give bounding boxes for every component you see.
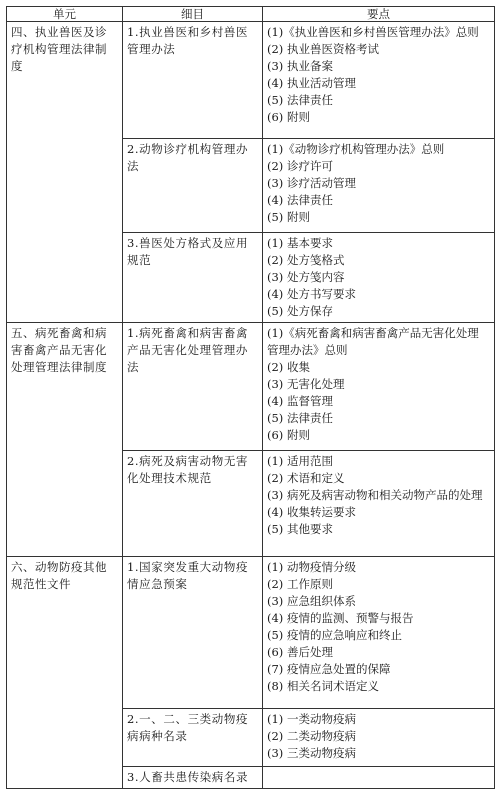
header-unit: 单元 — [7, 7, 123, 22]
point-item: (2) 处方笺格式 — [267, 253, 345, 267]
header-row — [7, 7, 495, 22]
point-item: (8) 相关名词术语定义 — [267, 679, 379, 693]
point-item: (6) 善后处理 — [267, 645, 333, 659]
syllabus-table — [6, 6, 495, 789]
points-cell — [263, 767, 495, 789]
point-item: (5) 疫情的应急响应和终止 — [267, 628, 402, 642]
point-item: (2) 术语和定义 — [267, 471, 345, 485]
point-item: (4) 收集转运要求 — [267, 505, 356, 519]
detail-cell: 3.人畜共患传染病名录 — [123, 767, 263, 789]
point-item: (4) 监督管理 — [267, 394, 333, 408]
detail-cell: 3.兽医处方格式及应用规范 — [123, 233, 263, 323]
point-item: (2) 诊疗许可 — [267, 159, 333, 173]
unit-cell: 四、执业兽医及诊疗机构管理法律制度 — [7, 22, 123, 323]
point-item: (4) 疫情的监测、预警与报告 — [267, 611, 414, 625]
header-points: 要点 — [263, 7, 495, 22]
table-row — [7, 323, 495, 451]
points-cell — [263, 557, 495, 709]
table-row — [7, 557, 495, 709]
point-item: (3) 无害化处理 — [267, 377, 345, 391]
points-cell — [263, 451, 495, 557]
unit-cell: 六、动物防疫其他规范性文件 — [7, 557, 123, 789]
point-item: (4) 执业活动管理 — [267, 76, 356, 90]
points-cell — [263, 139, 495, 233]
point-item: (3) 执业备案 — [267, 59, 333, 73]
point-item: (1)《动物诊疗机构管理办法》总则 — [267, 142, 445, 156]
point-item: (1)《执业兽医和乡村兽医管理办法》总则 — [267, 25, 479, 39]
point-item: (1) 动物疫情分级 — [267, 560, 356, 574]
point-item: (3) 病死及病害动物和相关动物产品的处理 — [267, 488, 483, 502]
point-item: (2) 收集 — [267, 360, 310, 374]
point-item: (5) 处方保存 — [267, 304, 333, 318]
point-item: (2) 二类动物疫病 — [267, 729, 356, 743]
point-item: (7) 疫情应急处置的保障 — [267, 662, 391, 676]
table-row — [7, 22, 495, 139]
point-item: (1) 适用范围 — [267, 454, 333, 468]
point-item: (3) 诊疗活动管理 — [267, 176, 356, 190]
point-item: (3) 应急组织体系 — [267, 594, 356, 608]
point-item: (3) 处方笺内容 — [267, 270, 345, 284]
point-item: (5) 其他要求 — [267, 522, 333, 536]
points-cell — [263, 233, 495, 323]
detail-cell: 1.国家突发重大动物疫情应急预案 — [123, 557, 263, 709]
point-item: (4) 处方书写要求 — [267, 287, 356, 301]
header-detail: 细目 — [123, 7, 263, 22]
point-item: (3) 三类动物疫病 — [267, 746, 356, 760]
point-item: (6) 附则 — [267, 428, 310, 442]
detail-cell: 1.执业兽医和乡村兽医管理办法 — [123, 22, 263, 139]
unit-cell: 五、病死畜禽和病害畜禽产品无害化处理管理法律制度 — [7, 323, 123, 557]
point-item: (5) 法律责任 — [267, 93, 333, 107]
point-item: (2) 执业兽医资格考试 — [267, 42, 379, 56]
detail-cell: 2.动物诊疗机构管理办法 — [123, 139, 263, 233]
point-item: (1) 一类动物疫病 — [267, 712, 356, 726]
points-cell — [263, 323, 495, 451]
point-item: (1) 基本要求 — [267, 236, 333, 250]
detail-cell: 2.病死及病害动物无害化处理技术规范 — [123, 451, 263, 557]
point-item: (6) 附则 — [267, 110, 310, 124]
point-item: (4) 法律责任 — [267, 193, 333, 207]
detail-cell: 1.病死畜禽和病害畜禽产品无害化处理管理办法 — [123, 323, 263, 451]
point-item: (5) 附则 — [267, 210, 310, 224]
point-item: (1)《病死畜禽和病害畜禽产品无害化处理管理办法》总则 — [267, 326, 479, 357]
point-item: (2) 工作原则 — [267, 577, 333, 591]
points-cell — [263, 22, 495, 139]
detail-cell: 2.一、二、三类动物疫病病种名录 — [123, 709, 263, 767]
point-item: (5) 法律责任 — [267, 411, 333, 425]
points-cell — [263, 709, 495, 767]
